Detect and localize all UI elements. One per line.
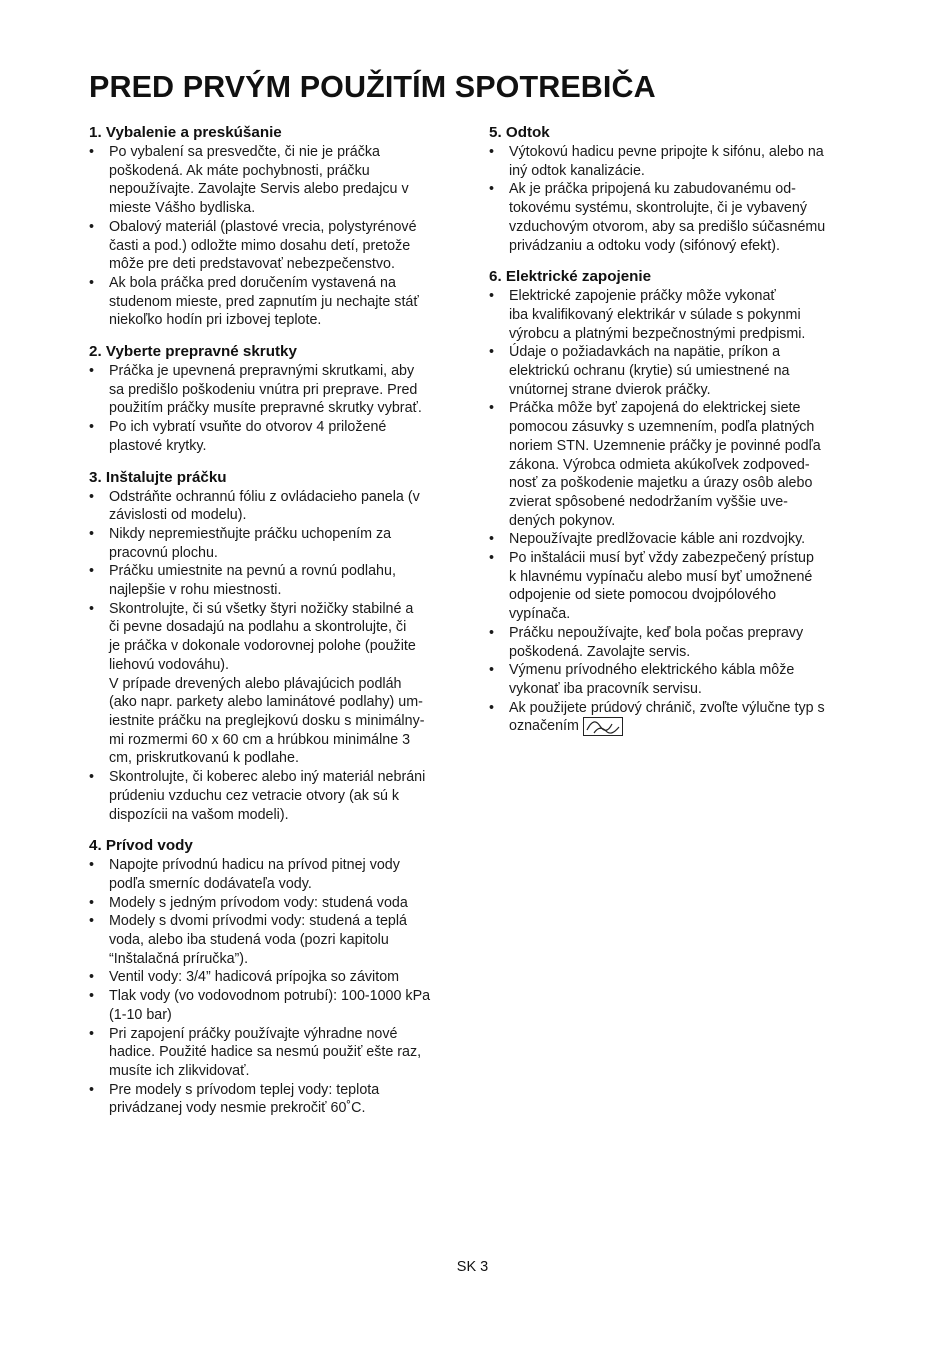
bullet-icon: • [89,144,95,160]
list-item-text: iestnite práčku na preglejkovú dosku s minimálny- [109,712,425,729]
bullet-icon: • [489,550,495,567]
list-item [489,661,861,698]
list-item [89,218,464,274]
list-item-text: prúdeniu vzduchu cez vetracie otvory (ak sú k [109,787,400,804]
list-item-text: dených pokynov. [509,512,616,529]
list-item [489,530,861,549]
list-item-text: Pri zapojení práčky používajte výhradne nové [109,1025,398,1042]
bullet-icon: • [489,624,495,641]
bullet-icon: • [89,1025,95,1042]
list-item [489,699,861,737]
bullet-icon: • [89,488,95,505]
list-item-text: Výmenu prívodného elektrického kábla môže [509,662,795,679]
section-heading: 2. Vyberte prepravné skrutky [89,343,297,361]
list-item-text: vykonať iba pracovník servisu. [509,680,702,697]
bullet-icon: • [89,913,95,930]
list-item-text: hadice. Použité hadice sa nesmú použiť ešte raz, [109,1044,422,1061]
section-heading: 4. Prívod vody [89,837,193,855]
section-unpacking [89,122,464,330]
list-item-text: Údaje o požiadavkách na napätie, príkon a [509,344,781,361]
section-drain [489,122,861,255]
list-item-text: liehovú vodováhu). [109,656,230,673]
bullet-list [89,362,464,456]
section-electrical [489,266,861,736]
bullet-icon: • [89,274,95,291]
list-item [489,143,861,180]
list-item [489,180,861,255]
list-item-text: elektrickú ochranu (krytie) sú umiestnené na [509,363,790,380]
bullet-list [89,488,464,825]
list-item-text: iný odtok kanalizácie. [509,162,645,179]
bullet-icon: • [489,531,495,548]
list-item-text: privádzanej vody nesmie prekročiť 60˚C. [109,1100,366,1117]
bullet-list [89,143,464,330]
list-item-text: Obalový materiál (plastové vrecia, polystyrénové [109,218,417,235]
section-heading: 5. Odtok [489,124,550,141]
bullet-list [489,287,861,736]
list-item [89,488,464,525]
list-item-text: Ak je práčka pripojená ku zabudovanému od- [509,181,796,198]
list-item [489,624,861,661]
list-item [89,1081,464,1118]
bullet-icon: • [89,600,95,617]
list-item [89,525,464,562]
list-item-text: Po ich vybratí vsuňte do otvorov 4 priložené [109,419,387,436]
list-item-text: či pevne dosadajú na podlahu a skontrolujte, či [109,619,407,636]
list-item [489,549,861,624]
list-item-text: Výtokovú hadicu pevne pripojte k sifónu, alebo na [509,144,824,160]
bullet-icon: • [489,662,495,679]
list-item [89,912,464,968]
page-title: PRED PRVÝM POUŽITÍM SPOTREBIČA [89,70,656,104]
bullet-icon: • [89,769,95,786]
list-item-text: Skontrolujte, či koberec alebo iný materiál nebráni [109,769,426,786]
list-item-text: Modely s jedným prívodom vody: studená voda [109,894,408,911]
bullet-icon: • [89,988,95,1005]
list-item [89,856,464,893]
list-item [89,362,464,418]
bullet-icon: • [489,344,495,361]
list-item [489,287,861,343]
list-item [89,987,464,1024]
list-item-text: závislosti od modelu). [109,507,247,524]
rcd-type-symbol-icon [583,717,623,736]
list-item-text: Skontrolujte, či sú všetky štyri nožičky stabilné a [109,600,414,617]
list-item-text: výrobcu a platnými bezpečnostnými predpismi. [509,325,806,342]
list-item-text: nepoužívajte. Zavolajte Servis alebo predajcu v [109,181,409,198]
list-item [89,1025,464,1081]
list-item-text: musíte ich zlikvidovať. [109,1062,250,1079]
bullet-icon: • [489,144,495,160]
list-item-text: Po inštalácii musí byť vždy zabezpečený prístup [509,550,814,567]
bullet-icon: • [489,288,495,305]
list-item [489,343,861,399]
list-item-text: mi rozmermi 60 x 60 cm a hrúbkou minimálne 3 [109,731,411,748]
list-item [89,143,464,218]
list-item-text: označením [509,718,579,735]
bullet-icon: • [89,1081,95,1098]
bullet-list [89,856,464,1118]
list-item-text: použitím práčky musíte prepravné skrutky vybrať. [109,400,422,417]
list-item [89,562,464,599]
list-item-text: cm, priskrutkovanú k podlahe. [109,750,299,767]
bullet-list [489,143,861,255]
list-item-text: poškodená. Ak máte pochybnosti, práčku [109,162,370,179]
list-item-text: vnútornej strane dvierok práčky. [509,381,711,398]
bullet-icon: • [89,525,95,542]
list-item-text: studenom mieste, pred zapnutím ju nechajte stáť [109,293,419,310]
list-item-text: Ventil vody: 3/4” hadicová prípojka so závitom [109,969,400,986]
right-column [489,122,861,747]
list-item-text: mieste Vášho bydliska. [109,200,256,217]
section-transport-bolts [89,341,464,456]
list-item-text: môže pre deti predstavovať nebezpečenstvo. [109,256,395,273]
list-item-text: zvierat spôsobené nedodržaním vyššie uve- [509,493,788,510]
bullet-icon: • [489,181,495,198]
list-item-text: “Inštalačná príručka”). [109,950,249,967]
list-item-text: odpojenie od siete pomocou dvojpólového [509,587,777,604]
list-item-text: Práčku umiestnite na pevnú a rovnú podlahu, [109,563,396,580]
list-item-text: Práčka je upevnená prepravnými skrutkami, aby [109,363,415,380]
bullet-icon: • [89,218,95,235]
list-item [89,274,464,330]
section-heading: 1. Vybalenie a preskúšanie [89,124,282,141]
left-column [89,122,464,1129]
section-heading: 6. Elektrické zapojenie [489,268,652,286]
list-item-text: najlepšie v rohu miestnosti. [109,582,282,599]
list-item-text: pomocou zásuvky s uzemnením, podľa platných [509,419,815,436]
list-item-text: Po vybalení sa presvedčte, či nie je práčka [109,144,380,160]
bullet-icon: • [89,969,95,986]
list-item-text: Pre modely s prívodom teplej vody: teplota [109,1081,380,1098]
bullet-icon: • [89,563,95,580]
list-item-text: Ak bola práčka pred doručením vystavená na [109,274,396,291]
list-item-text: iba kvalifikovaný elektrikár v súlade s pokynmi [509,306,801,323]
page-number: SK 3 [456,1259,489,1275]
bullet-icon: • [89,894,95,911]
list-item [89,894,464,913]
list-item-text: niekoľko hodín pri izbovej teplote. [109,312,322,329]
list-item-text: V prípade drevených alebo plávajúcich podláh [109,675,402,692]
list-item-text: pracovnú plochu. [109,544,218,561]
list-item-text: časti a pod.) odložte mimo dosahu detí, pretože [109,237,411,254]
list-item-text: podľa smerníc dodávateľa vody. [109,875,312,892]
bullet-icon: • [89,857,95,874]
list-item-text: Tlak vody (vo vodovodnom potrubí): 100-1000 kPa [109,988,431,1005]
list-item-text: dispozícii na vašom modeli). [109,806,289,823]
bullet-icon: • [89,419,95,436]
list-item-text: (1-10 bar) [109,1006,172,1023]
bullet-icon: • [89,363,95,380]
bullet-icon: • [489,699,495,716]
section-installation [89,467,464,825]
list-item-text: Nepoužívajte predlžovacie káble ani rozdvojky. [509,531,806,548]
list-item-text: zákona. Výrobca odmieta akúkoľvek zodpoved- [509,456,810,473]
section-water-supply [89,835,464,1118]
list-item [89,600,464,768]
list-item-text: k hlavnému vypínaču alebo musí byť umožnené [509,568,813,585]
list-item-text: Nikdy nepremiestňujte práčku uchopením za [109,525,392,542]
list-item-text: Práčka môže byť zapojená do elektrickej siete [509,400,801,417]
list-item-text: plastové krytky. [109,437,207,454]
list-item [89,418,464,455]
bullet-icon: • [489,400,495,417]
list-item-text: poškodená. Zavolajte servis. [509,643,691,660]
list-item-text: (ako napr. parkety alebo laminátové podlahy) um- [109,694,423,711]
list-item-text: Napojte prívodnú hadicu na prívod pitnej vody [109,857,400,874]
list-item-text: Práčku nepoužívajte, keď bola počas prepravy [509,624,804,641]
list-item-text: sa predišlo poškodeniu vnútra pri preprave. Pred [109,381,418,398]
list-item-text: vzduchovým otvorom, aby sa predišlo súčasnému [509,218,826,235]
list-item-text: Elektrické zapojenie práčky môže vykonať [509,288,776,305]
list-item [89,968,464,987]
list-item [89,768,464,824]
list-item-text: Odstráňte ochrannú fóliu z ovládacieho panela (v [109,488,420,505]
list-item-text: vypínača. [509,606,571,623]
list-item-text: je práčka v dokonale vodorovnej polohe (použite [109,638,416,655]
list-item-text: privádzaniu a odtoku vody (sifónový efekt). [509,237,780,254]
list-item-text: Modely s dvomi prívodmi vody: studená a teplá [109,913,408,930]
list-item-text: voda, alebo iba studená voda (pozri kapitolu [109,932,389,949]
list-item-text: Ak použijete prúdový chránič, zvoľte výlučne typ s [509,699,825,716]
list-item-text: noriem STN. Uzemnenie práčky je povinné podľa [509,437,821,454]
list-item-text: tokovému systému, skontrolujte, či je vybavený [509,200,807,217]
section-heading: 3. Inštalujte práčku [89,468,227,486]
list-item [489,399,861,530]
list-item-text: nosť za poškodenie majetku a úrazy osôb alebo [509,475,813,492]
